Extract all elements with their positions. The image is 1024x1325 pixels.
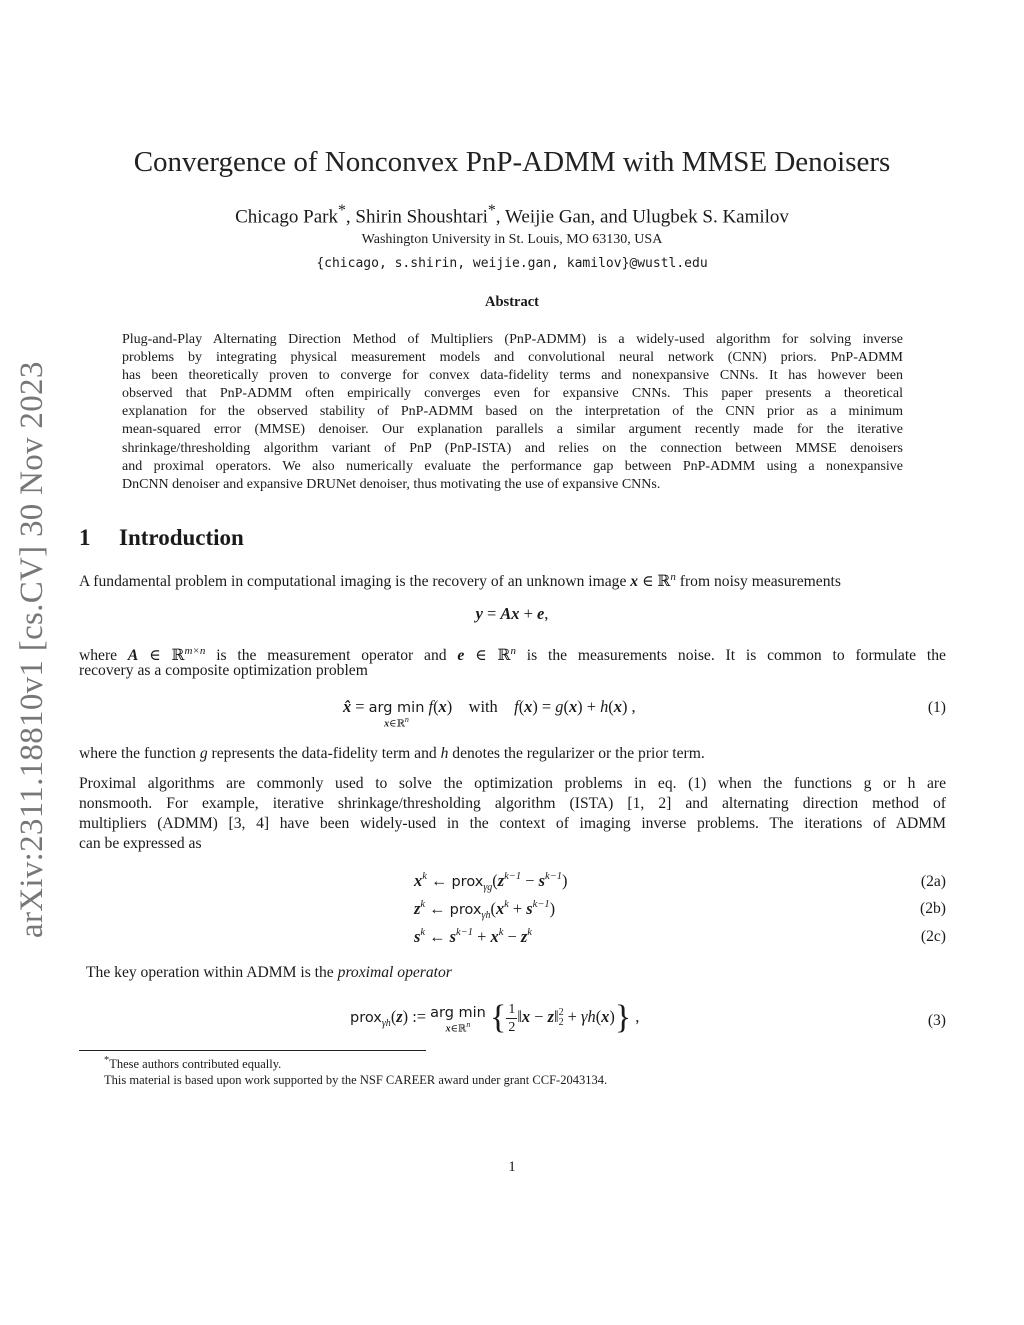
equation-number: (2a) xyxy=(920,873,946,890)
abstract-line: mean-squared error (MMSE) denoiser. Our explanation parallels a similar argument recently made for the iterative xyxy=(122,422,903,438)
paragraph-line: can be expressed as xyxy=(79,835,202,852)
equation-2a: $x^k$ ← $prox_{\gamma g}(z^{k-1} - s^{k-1})$ xyxy=(414,871,568,893)
paragraph-text: is the measurement operator and xyxy=(216,647,447,665)
arxiv-stamp: arXiv:2311.18810v1 [cs.CV] 30 Nov 2023 xyxy=(14,361,50,938)
section-number: 1 xyxy=(79,525,91,550)
measurement-equation: y = Ax + e, xyxy=(475,604,549,623)
abstract-body xyxy=(122,331,903,494)
footnote-mark: * xyxy=(104,1055,110,1066)
abstract-line: problems by integrating physical measurement models and convolutional neural network (CNN) priors. PnP-ADMM xyxy=(122,350,903,366)
equation-2b: $z^k$ ← $prox_{\gamma h}(x^k + s^{k-1})$ xyxy=(414,899,556,921)
intro-paragraph-2: where A ∈ ℝ$^{m\times n}$ is the measurement operator and e ∈ ℝ$^n$ is the measurements noise. It is common to formulate the xyxy=(79,645,946,665)
abstract-heading: Abstract xyxy=(485,294,539,310)
paragraph-line: Proximal algorithms are commonly used to solve the optimization problems in eq. (1) when the functions g or h are xyxy=(79,775,946,792)
intro-paragraph-1: A fundamental problem in computational imaging is the recovery of an unknown image x ∈ ℝ$^n$ from noisy measurements xyxy=(79,571,841,591)
paragraph-line: nonsmooth. For example, iterative shrinkage/thresholding algorithm (ISTA) [1, 2] and alternating direction method of xyxy=(79,795,946,812)
abstract-line: DnCNN denoiser and expansive DRUNet denoiser, thus motivating the use of expansive CNNs. xyxy=(122,476,661,492)
affiliation: Washington University in St. Louis, MO 63130, USA xyxy=(361,232,663,247)
paper-title: Convergence of Nonconvex PnP-ADMM with MMSE Denoisers xyxy=(133,146,891,178)
abstract-line: and proximal operators. We also numerically evaluate the performance gap between PnP-ADMM using a nonexpansive xyxy=(122,458,903,474)
equal-contribution-mark: * xyxy=(487,202,496,219)
author-separator: , xyxy=(495,206,505,228)
equation-3: prox$_{\gamma h}$(z) := arg min x∈ℝ$^n$ { $\frac{1}{2}$ ‖x − z‖2 2 + γh(x)} , xyxy=(350,999,640,1036)
equal-contribution-mark: * xyxy=(337,202,346,219)
paragraph-text: denotes the regularizer or the prior term. xyxy=(452,745,705,762)
abstract-line: explanation for the observed stability of PnP-ADMM based on the interpretation of the CNN prior as a minimum xyxy=(122,404,903,420)
footnote-text: These authors contributed equally. xyxy=(109,1057,282,1072)
paragraph-text: A fundamental problem in computational imaging is the recovery of an unknown image xyxy=(79,573,627,591)
intro-paragraph-3: where the function g represents the data-fidelity term and h denotes the regularizer or the prior term. xyxy=(79,745,705,762)
footnote-funding: This material is based upon work supported by the NSF CAREER award under grant CCF-2043134. xyxy=(104,1073,608,1087)
equation-number: (2c) xyxy=(920,928,946,945)
section-title: Introduction xyxy=(119,525,244,550)
intro-paragraph-4 xyxy=(79,774,946,854)
paragraph-text: represents the data-fidelity term and xyxy=(211,745,437,762)
equation-text: with xyxy=(468,697,498,716)
author-name: Weijie Gan xyxy=(504,206,591,228)
intro-paragraph-5 xyxy=(86,963,953,983)
paragraph-text: is the measurements noise. It is common to formulate the xyxy=(526,647,946,665)
section-heading xyxy=(79,525,244,551)
equation-number: (2b) xyxy=(920,900,946,917)
author-name: Shirin Shoushtari xyxy=(355,206,488,228)
author-list xyxy=(0,202,1024,228)
paragraph-line: multipliers (ADMM) [3, 4] have been widely-used in the context of imaging inverse problems. The iterations of ADMM xyxy=(79,815,946,832)
abstract-line: shrinkage/thresholding algorithm variant of PnP (PnP-ISTA) and relies on the connection between MMSE denoisers xyxy=(122,440,903,456)
author-separator: , xyxy=(345,206,356,228)
footnote-equal-contribution xyxy=(104,1055,281,1072)
equation-number: (1) xyxy=(927,699,946,716)
intro-paragraph-2-line-2: recovery as a composite optimization problem xyxy=(79,662,368,679)
author-name: Ulugbek S. Kamilov xyxy=(632,206,789,228)
emphasized-term: proximal operator xyxy=(337,964,452,981)
paragraph-text: from noisy measurements xyxy=(679,573,841,591)
author-name: Chicago Park xyxy=(235,206,338,228)
author-emails: {chicago, s.shirin, weijie.gan, kamilov}@wustl.edu xyxy=(316,256,708,271)
abstract-line: observed that PnP-ADMM often empirically converges even for expansive CNNs. This paper presents a theoretical xyxy=(122,386,903,402)
abstract-line: has been theoretically proven to converge for convex data-fidelity terms and nonexpansive CNNs. It has however been xyxy=(122,368,903,384)
author-separator: , and xyxy=(590,206,633,228)
page-number: 1 xyxy=(508,1159,516,1175)
footnote-rule xyxy=(79,1050,426,1051)
equation-1: x̂ = arg min x∈ℝ$^n$ f(x) with f(x) = g(x) + h(x) , xyxy=(343,697,636,730)
paragraph-text: where the function xyxy=(79,745,196,762)
equation-2c: $s^k$ ← $s^{k-1} + x^k - z^k$ xyxy=(414,927,532,946)
paragraph-text: where xyxy=(79,647,118,665)
abstract-line: Plug-and-Play Alternating Direction Method of Multipliers (PnP-ADMM) is a widely-used algorithm for solving inverse xyxy=(122,332,903,347)
equation-number: (3) xyxy=(927,1012,946,1029)
paragraph-text: The key operation within ADMM is the xyxy=(86,964,334,981)
